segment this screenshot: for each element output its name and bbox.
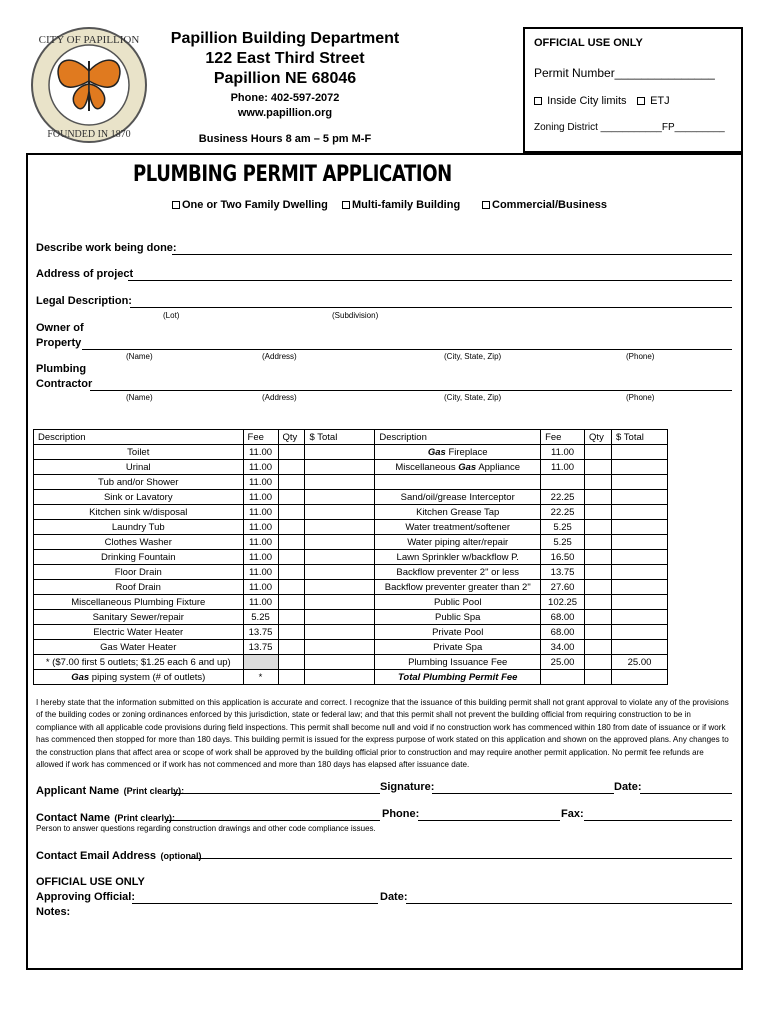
phone-label: Phone:	[382, 808, 420, 820]
fee-item-description: Private Pool	[375, 625, 541, 640]
fee-table-row	[34, 595, 668, 610]
fee-item-total[interactable]	[612, 610, 668, 625]
fee-item-total[interactable]	[305, 535, 375, 550]
fee-item-total[interactable]	[612, 520, 668, 535]
fee-item-description: Sand/oil/grease Interceptor	[375, 490, 541, 505]
fee-item-qty[interactable]	[278, 655, 305, 670]
fee-item-amount: 5.25	[541, 520, 585, 535]
fee-item-total[interactable]: 25.00	[612, 655, 668, 670]
contact-name-label: Contact Name (Print clearly):	[36, 812, 175, 824]
fee-item-qty[interactable]	[278, 445, 305, 460]
plumbing-label-2: Contractor	[36, 378, 93, 390]
fax-input[interactable]	[584, 820, 732, 821]
fee-item-amount: 11.00	[243, 475, 278, 490]
contact-email-label: Contact Email Address (optional)	[36, 850, 202, 862]
fee-item-description: Public Pool	[375, 595, 541, 610]
fee-item-qty[interactable]	[585, 475, 612, 490]
type-label: One or Two Family Dwelling	[182, 199, 328, 211]
fee-item-description: Tub and/or Shower	[34, 475, 244, 490]
signature-label: Signature:	[380, 781, 435, 793]
inside-city-label: Inside City limits	[547, 95, 627, 107]
fee-item-amount: 25.00	[541, 655, 585, 670]
fee-item-qty[interactable]	[585, 550, 612, 565]
fee-table-row	[34, 475, 668, 490]
col-description: Description	[34, 430, 244, 445]
city-seal-logo	[30, 26, 148, 144]
fee-item-qty[interactable]	[278, 595, 305, 610]
fee-item-description: Miscellaneous Gas Appliance	[375, 460, 541, 475]
permit-number-field[interactable]: Permit Number_______________	[534, 66, 715, 80]
fee-item-amount: 11.00	[243, 535, 278, 550]
fee-item-description: Gas Fireplace	[375, 445, 541, 460]
fee-item-amount: 11.00	[243, 520, 278, 535]
owner-label-1: Owner of	[36, 322, 84, 334]
applicant-date-label: Date:	[614, 781, 642, 793]
fee-item-description: * ($7.00 first 5 outlets; $1.25 each 6 and up)	[34, 655, 244, 670]
fee-item-total[interactable]	[612, 460, 668, 475]
applicant-name-input[interactable]	[172, 793, 380, 794]
fee-item-description: Clothes Washer	[34, 535, 244, 550]
fee-item-total[interactable]	[305, 550, 375, 565]
fee-item-description: Miscellaneous Plumbing Fixture	[34, 595, 244, 610]
fee-table-row	[34, 490, 668, 505]
fee-item-qty[interactable]	[278, 550, 305, 565]
fee-item-qty[interactable]	[278, 625, 305, 640]
dept-street: 122 East Third Street	[205, 50, 365, 67]
fee-item-amount: 34.00	[541, 640, 585, 655]
type-one-two-family[interactable]	[172, 199, 328, 211]
fee-item-qty[interactable]	[585, 565, 612, 580]
checkbox-icon[interactable]	[342, 201, 350, 209]
fee-item-total[interactable]	[305, 460, 375, 475]
fee-table-row	[34, 505, 668, 520]
fee-item-description: Gas piping system (# of outlets)	[34, 670, 244, 685]
legal-description-label: Legal Description:	[36, 295, 132, 307]
col-fee: Fee	[243, 430, 278, 445]
contractor-city-sublabel: (City, State, Zip)	[444, 393, 502, 402]
phone-input[interactable]	[418, 820, 560, 821]
fee-item-description: Public Spa	[375, 610, 541, 625]
etj-label: ETJ	[650, 95, 670, 107]
contractor-name-sublabel: (Name)	[126, 393, 153, 402]
col-total-2: $ Total	[612, 430, 668, 445]
fee-table-row	[34, 655, 668, 670]
fee-item-total[interactable]	[305, 610, 375, 625]
type-commercial[interactable]	[482, 199, 607, 211]
project-address-input[interactable]	[128, 280, 732, 281]
owner-input[interactable]	[82, 349, 732, 350]
describe-work-label: Describe work being done:	[36, 242, 177, 254]
contractor-input[interactable]	[90, 390, 732, 391]
fee-item-qty[interactable]	[585, 490, 612, 505]
applicant-name-label: Applicant Name (Print clearly):	[36, 785, 185, 797]
fee-item-total[interactable]	[305, 640, 375, 655]
type-multi-family[interactable]	[342, 199, 460, 211]
type-label: Commercial/Business	[492, 199, 607, 211]
owner-city-sublabel: (City, State, Zip)	[444, 352, 502, 361]
fee-table-row	[34, 460, 668, 475]
fee-item-description: Kitchen sink w/disposal	[34, 505, 244, 520]
fee-item-amount: 11.00	[243, 445, 278, 460]
approval-date-input[interactable]	[406, 903, 732, 904]
fee-item-description: Drinking Fountain	[34, 550, 244, 565]
fee-item-description: Laundry Tub	[34, 520, 244, 535]
owner-phone-sublabel: (Phone)	[626, 352, 655, 361]
subdivision-sublabel: (Subdivision)	[332, 311, 379, 320]
fee-item-description: Backflow preventer 2" or less	[375, 565, 541, 580]
fee-table-row	[34, 550, 668, 565]
footer-official-use: OFFICIAL USE ONLY	[36, 876, 145, 888]
fee-item-total[interactable]	[305, 625, 375, 640]
fee-item-amount: 11.00	[243, 595, 278, 610]
owner-name-sublabel: (Name)	[126, 352, 153, 361]
fee-table-row	[34, 445, 668, 460]
form-title: PLUMBING PERMIT APPLICATION	[133, 162, 452, 187]
fee-item-qty[interactable]	[585, 520, 612, 535]
fee-item-qty[interactable]	[585, 580, 612, 595]
fee-item-total[interactable]	[612, 535, 668, 550]
fee-item-total[interactable]	[612, 625, 668, 640]
seal-bottom-text: FOUNDED IN 1870	[47, 129, 131, 140]
fee-table	[33, 429, 668, 685]
official-use-box	[523, 27, 743, 153]
fee-item-amount: 13.75	[541, 565, 585, 580]
checkbox-icon[interactable]	[637, 97, 645, 105]
fee-item-description: Gas Water Heater	[34, 640, 244, 655]
fee-item-qty[interactable]	[585, 460, 612, 475]
fee-item-qty[interactable]	[278, 520, 305, 535]
fee-item-total[interactable]	[305, 595, 375, 610]
fee-item-total[interactable]	[612, 565, 668, 580]
fee-item-qty[interactable]	[278, 535, 305, 550]
business-hours: Business Hours 8 am – 5 pm M-F	[198, 133, 372, 145]
fee-table-row	[34, 640, 668, 655]
fee-item-amount: 5.25	[541, 535, 585, 550]
plumbing-label-1: Plumbing	[36, 363, 87, 375]
official-use-title: OFFICIAL USE ONLY	[534, 37, 643, 49]
fee-item-qty[interactable]	[278, 580, 305, 595]
project-address-label: Address of project	[36, 268, 134, 280]
fee-item-total[interactable]	[612, 550, 668, 565]
fee-table-row	[34, 565, 668, 580]
fee-item-amount: 13.75	[243, 625, 278, 640]
fee-table-row	[34, 625, 668, 640]
fee-table-row	[34, 520, 668, 535]
fee-item-amount: 11.00	[243, 580, 278, 595]
col-total: $ Total	[305, 430, 375, 445]
fee-item-qty[interactable]	[585, 640, 612, 655]
fee-item-amount: 11.00	[541, 445, 585, 460]
dept-phone: Phone: 402-597-2072	[230, 92, 340, 104]
fee-item-total[interactable]	[305, 505, 375, 520]
fee-item-description: Water piping alter/repair	[375, 535, 541, 550]
fax-label: Fax:	[561, 808, 584, 820]
col-qty: Qty	[278, 430, 305, 445]
fee-item-qty[interactable]	[585, 595, 612, 610]
approval-date-label: Date:	[380, 891, 408, 903]
fee-table-header	[34, 430, 668, 445]
fee-item-qty[interactable]	[585, 445, 612, 460]
fee-item-total[interactable]	[612, 640, 668, 655]
fee-item-amount: 102.25	[541, 595, 585, 610]
fee-item-qty[interactable]	[278, 670, 305, 685]
fee-table-row	[34, 610, 668, 625]
contact-person-note: Person to answer questions regarding construction drawings and other code compliance issues.	[36, 824, 376, 833]
type-label: Multi-family Building	[352, 199, 461, 211]
fee-item-amount: 11.00	[243, 460, 278, 475]
contractor-address-sublabel: (Address)	[262, 393, 297, 402]
fee-item-qty[interactable]	[278, 610, 305, 625]
fee-item-amount	[541, 670, 585, 685]
fee-item-qty[interactable]	[585, 610, 612, 625]
notes-label: Notes:	[36, 906, 71, 918]
fee-item-amount: 11.00	[243, 565, 278, 580]
fee-item-amount: 22.25	[541, 490, 585, 505]
fee-item-description: Roof Drain	[34, 580, 244, 595]
checkbox-icon[interactable]	[534, 97, 542, 105]
fee-item-qty[interactable]	[585, 535, 612, 550]
fee-item-qty[interactable]	[278, 490, 305, 505]
fee-item-description: Floor Drain	[34, 565, 244, 580]
fee-item-qty[interactable]	[278, 505, 305, 520]
fee-item-amount: 68.00	[541, 625, 585, 640]
etj-checkbox[interactable]	[637, 95, 670, 107]
fee-item-qty[interactable]	[278, 460, 305, 475]
fee-item-total[interactable]	[305, 565, 375, 580]
approving-official-label: Approving Official:	[36, 891, 135, 903]
fee-item-total[interactable]	[305, 445, 375, 460]
col-fee-2: Fee	[541, 430, 585, 445]
dept-city: Papillion NE 68046	[213, 70, 357, 87]
fee-table-row	[34, 580, 668, 595]
fee-item-description: Private Spa	[375, 640, 541, 655]
fee-item-amount: 16.50	[541, 550, 585, 565]
fee-item-description: Toilet	[34, 445, 244, 460]
fee-item-description: Sanitary Sewer/repair	[34, 610, 244, 625]
fee-item-total[interactable]	[305, 655, 375, 670]
signature-input[interactable]	[432, 793, 614, 794]
fee-table-row	[34, 670, 668, 685]
fee-item-qty[interactable]	[585, 670, 612, 685]
fee-item-amount: 13.75	[243, 640, 278, 655]
fee-item-description: Sink or Lavatory	[34, 490, 244, 505]
fee-item-description: Total Plumbing Permit Fee	[375, 670, 541, 685]
fee-item-total[interactable]	[612, 445, 668, 460]
fee-item-description: Water treatment/softener	[375, 520, 541, 535]
fee-item-qty[interactable]	[278, 640, 305, 655]
fee-item-total[interactable]	[612, 670, 668, 685]
fee-item-total[interactable]	[305, 670, 375, 685]
dept-name: Papillion Building Department	[170, 30, 400, 47]
fee-item-amount	[541, 475, 585, 490]
fee-item-total[interactable]	[612, 475, 668, 490]
fee-item-qty[interactable]	[585, 655, 612, 670]
contractor-phone-sublabel: (Phone)	[626, 393, 655, 402]
fee-item-description: Electric Water Heater	[34, 625, 244, 640]
fee-table-row	[34, 535, 668, 550]
fee-item-description: Plumbing Issuance Fee	[375, 655, 541, 670]
fee-item-amount	[243, 655, 278, 670]
fee-item-amount: 11.00	[243, 490, 278, 505]
fee-item-total[interactable]	[612, 490, 668, 505]
contact-email-input[interactable]	[190, 858, 732, 859]
col-description-2: Description	[375, 430, 541, 445]
applicant-statement: I hereby state that the information submitted on this application is accurate and correct. I recognize that the issuance of this building permit shall not grant approval to violate any of the provisions of the building codes or zoning ordinances enforced by this jurisdiction, state or federal law; and that this permit shall not prevent the building official from requiring construction to be in compliance with all applicable code provisions during field inspections. This permit shall become null and void if no construction work has commenced within 180 from date of issuance or if work has commenced then stopped for more than 180 days. This building permit is issued for the express purpose of work stated on this application and shown on the approved plans. Any changes to the construction plans that affect area or scope of work shall be approved by the building official prior to construction and may require another permit application. No permit fee refunds are allowed if work has commenced or if work has not commenced and more than 180 days has elapsed after issuance date.	[36, 698, 729, 770]
checkbox-icon[interactable]	[172, 201, 180, 209]
applicant-date-input[interactable]	[640, 793, 732, 794]
fee-item-amount: 5.25	[243, 610, 278, 625]
fee-item-amount: 27.60	[541, 580, 585, 595]
contact-name-input[interactable]	[166, 820, 380, 821]
fee-item-amount: 22.25	[541, 505, 585, 520]
lot-sublabel: (Lot)	[163, 311, 180, 320]
fee-item-amount: 11.00	[243, 550, 278, 565]
fee-item-total[interactable]	[305, 490, 375, 505]
fee-item-total[interactable]	[612, 580, 668, 595]
legal-description-input[interactable]	[130, 307, 732, 308]
fee-item-qty[interactable]	[585, 625, 612, 640]
owner-address-sublabel: (Address)	[262, 352, 297, 361]
fee-item-description: Urinal	[34, 460, 244, 475]
fee-item-qty[interactable]	[585, 505, 612, 520]
describe-work-input[interactable]	[172, 254, 732, 255]
fee-item-description: Kitchen Grease Tap	[375, 505, 541, 520]
checkbox-icon[interactable]	[482, 201, 490, 209]
owner-label-2: Property	[36, 337, 82, 349]
fee-item-description: Lawn Sprinkler w/backflow P.	[375, 550, 541, 565]
fee-item-total[interactable]	[305, 475, 375, 490]
fee-item-amount: 11.00	[243, 505, 278, 520]
fee-item-amount: 11.00	[541, 460, 585, 475]
approving-official-input[interactable]	[132, 903, 378, 904]
fee-item-total[interactable]	[612, 505, 668, 520]
fee-item-qty[interactable]	[278, 565, 305, 580]
fee-item-description: Backflow preventer greater than 2"	[375, 580, 541, 595]
fee-item-qty[interactable]	[278, 475, 305, 490]
dept-website: www.papillion.org	[237, 107, 333, 119]
fee-item-total[interactable]	[305, 520, 375, 535]
zoning-district-field[interactable]: Zoning District ___________FP_________	[534, 122, 725, 133]
fee-item-total[interactable]	[305, 580, 375, 595]
fee-item-amount: 68.00	[541, 610, 585, 625]
fee-item-description	[375, 475, 541, 490]
inside-city-checkbox[interactable]	[534, 95, 627, 107]
col-qty-2: Qty	[585, 430, 612, 445]
seal-top-text: CITY OF PAPILLION	[38, 34, 140, 46]
fee-item-amount: *	[243, 670, 278, 685]
fee-item-total[interactable]	[612, 595, 668, 610]
